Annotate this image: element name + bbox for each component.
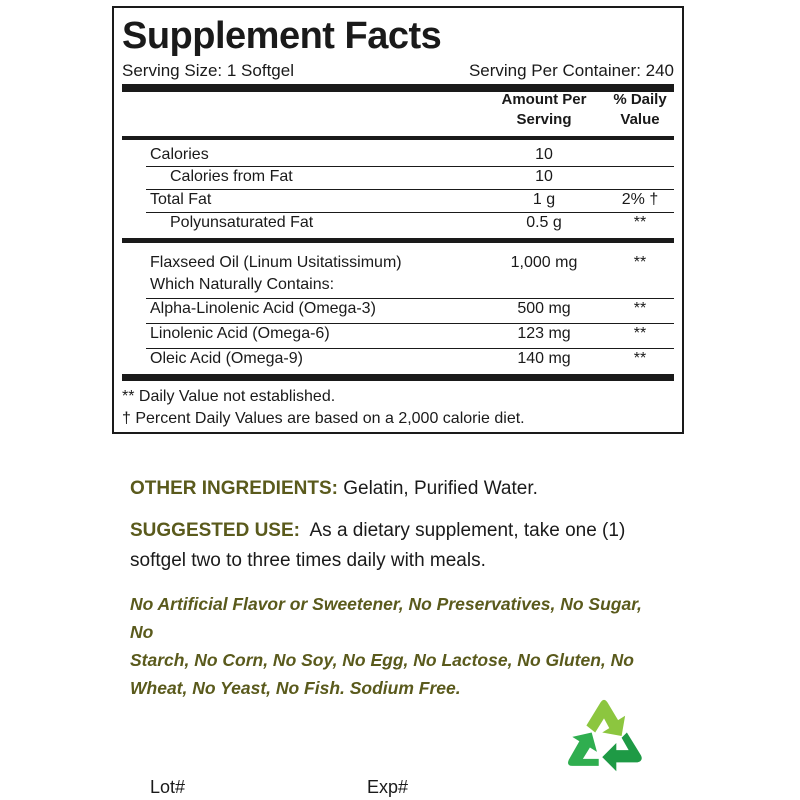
column-header-dv-line1: % Daily [613,91,667,108]
footnote-percent-dv: † Percent Daily Values are based on a 2,000 calorie diet. [122,410,525,427]
bottom-divider [122,374,674,381]
nutrient-name: Calories from Fat [170,168,293,185]
ingredient-daily-value: ** [633,325,647,342]
column-header-amount-line2: Serving [516,111,572,128]
ingredient-name: Linolenic Acid (Omega-6) [150,325,330,342]
servings-per-container: Serving Per Container: 240 [468,61,674,80]
ingredient-name: Oleic Acid (Omega-9) [150,350,303,367]
nutrient-amount: 10 [535,168,553,185]
ingredient-amount: 140 mg [517,350,571,367]
nutrient-row [114,212,682,234]
recycle-icon [560,692,648,780]
facts-title: Supplement Facts [122,15,442,57]
ingredient-row [114,274,682,296]
other-ingredients [130,474,538,504]
nutrient-amount: 0.5 g [526,214,562,231]
lot-number-label: Lot# [150,777,186,797]
ingredient-daily-value: ** [633,350,647,367]
nutrient-daily-value: ** [633,214,647,231]
column-header-daily-value [604,90,676,130]
nutrient-row [114,144,682,166]
nutrient-amount: 1 g [532,191,556,208]
column-header-dv-line2: Value [620,111,660,128]
supplement-facts-panel [112,6,684,434]
expiration-label: Exp# [367,777,409,797]
ingredient-amount: 123 mg [517,325,571,342]
suggested-use-text-line2: softgel two to three times daily with meals. [130,550,486,571]
column-header-amount [474,90,614,130]
ingredient-row [114,323,682,345]
other-ingredients-text: Gelatin, Purified Water. [337,478,538,499]
serving-size: Serving Size: 1 Softgel [122,61,294,80]
nutrient-name: Total Fat [150,191,212,208]
suggested-use-label: SUGGESTED USE: [130,520,300,541]
column-header-amount-line1: Amount Per [501,91,587,108]
free-from-line2: Starch, No Corn, No Soy, No Egg, No Lactose, No Gluten, No [130,650,634,670]
other-ingredients-label: OTHER INGREDIENTS: [130,478,338,499]
ingredient-daily-value: ** [633,254,647,271]
nutrient-row [114,166,682,188]
nutrient-amount: 10 [535,146,553,163]
ingredient-row [114,348,682,370]
suggested-use-text-line1: As a dietary supplement, take one (1) [299,520,626,541]
ingredient-amount: 1,000 mg [510,254,578,271]
ingredient-row [114,298,682,320]
footnote-dv-not-established: ** Daily Value not established. [122,388,336,405]
nutrient-daily-value: 2% † [621,191,659,208]
nutrient-name: Calories [150,146,209,163]
ingredient-name: Alpha-Linolenic Acid (Omega-3) [150,300,376,317]
ingredient-amount: 500 mg [517,300,571,317]
nutrient-name: Polyunsaturated Fat [170,214,314,231]
ingredient-daily-value: ** [633,300,647,317]
header-divider [122,136,674,140]
ingredient-name: Flaxseed Oil (Linum Usitatissimum) [150,254,402,271]
ingredient-row [114,252,682,274]
free-from-statement [130,590,670,702]
nutrient-row [114,189,682,211]
ingredient-name: Which Naturally Contains: [150,276,335,293]
section-divider [122,238,674,243]
suggested-use [130,516,625,576]
free-from-line3: Wheat, No Yeast, No Fish. Sodium Free. [130,678,461,698]
free-from-line1: No Artificial Flavor or Sweetener, No Preservatives, No Sugar, No [130,594,642,642]
